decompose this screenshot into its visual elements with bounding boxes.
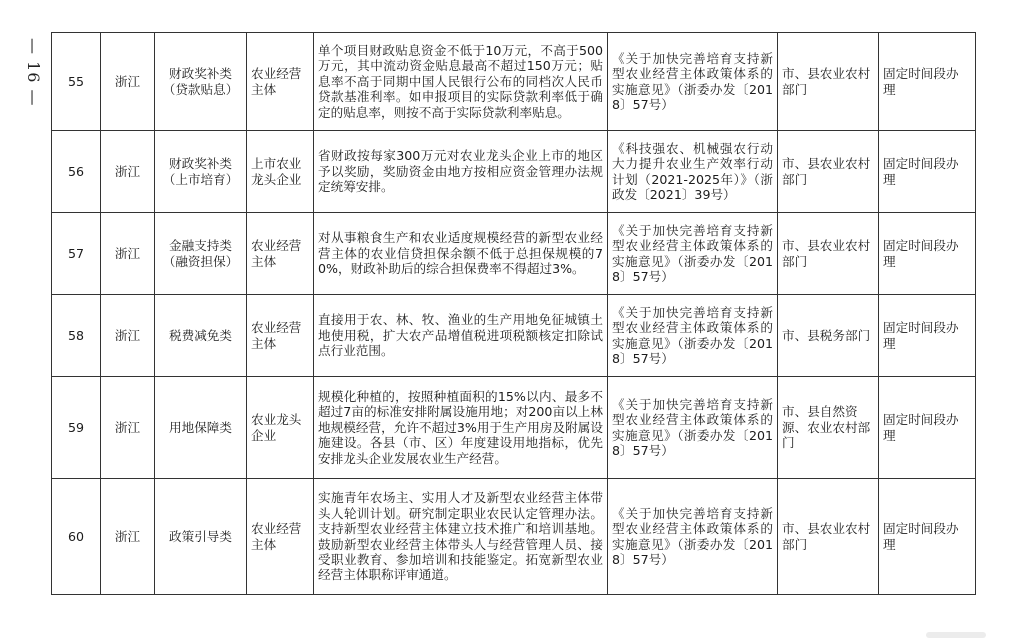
department-cell: 市、县农业农村部门	[778, 479, 879, 595]
table-row	[52, 377, 976, 479]
policy-content-cell: 省财政按每家300万元对农业龙头企业上市的地区予以奖励，奖励资金由地方按相应资金管理办法规定统筹安排。	[314, 131, 608, 213]
policy-type-cell: 用地保障类	[155, 377, 247, 479]
province-cell: 浙江	[101, 131, 155, 213]
handling-time-cell: 固定时间段办理	[879, 131, 976, 213]
handling-time-cell: 固定时间段办理	[879, 479, 976, 595]
policy-type-cell: 金融支持类（融资担保）	[155, 213, 247, 295]
handling-time-cell: 固定时间段办理	[879, 213, 976, 295]
row-number: 57	[52, 213, 101, 295]
policy-table	[51, 32, 976, 595]
policy-content-cell: 实施青年农场主、实用人才及新型农业经营主体带头人轮训计划。研究制定职业农民认定管理办法。支持新型农业经营主体建立技术推广和培训基地。鼓励新型农业经营主体带头人与经营管理人员、接受职业教育、参加培训和技能鉴定。拓宽新型农业经营主体职称评审通道。	[314, 479, 608, 595]
handling-time-cell: 固定时间段办理	[879, 377, 976, 479]
page-number: — 16 —	[24, 38, 43, 107]
handling-time-cell: 固定时间段办理	[879, 33, 976, 131]
target-cell: 农业经营主体	[247, 479, 314, 595]
table-row	[52, 295, 976, 377]
policy-basis-cell: 《关于加快完善培育支持新型农业经营主体政策体系的实施意见》（浙委办发〔2018〕57号）	[608, 479, 778, 595]
target-cell: 农业经营主体	[247, 33, 314, 131]
policy-type-cell: 财政奖补类（贷款贴息）	[155, 33, 247, 131]
department-cell: 市、县农业农村部门	[778, 33, 879, 131]
target-cell: 农业经营主体	[247, 295, 314, 377]
department-cell: 市、县自然资源、农业农村部门	[778, 377, 879, 479]
target-cell: 农业龙头企业	[247, 377, 314, 479]
row-number: 59	[52, 377, 101, 479]
policy-basis-cell: 《关于加快完善培育支持新型农业经营主体政策体系的实施意见》（浙委办发〔2018〕57号）	[608, 377, 778, 479]
policy-basis-cell: 《科技强农、机械强农行动大力提升农业生产效率行动计划（2021-2025年）》（浙政发〔2021〕39号）	[608, 131, 778, 213]
department-cell: 市、县税务部门	[778, 295, 879, 377]
target-cell: 农业经营主体	[247, 213, 314, 295]
policy-content-cell: 直接用于农、林、牧、渔业的生产用地免征城镇土地使用税，扩大农产品增值税进项税额核定扣除试点行业范围。	[314, 295, 608, 377]
policy-content-cell: 规模化种植的，按照种植面积的15%以内、最多不超过7亩的标准安排附属设施用地；对200亩以上林地规模经营，允许不超过3%用于生产用房及附属设施建设。各县（市、区）年度建设用地指标，优先安排龙头企业发展农业生产经营。	[314, 377, 608, 479]
row-number: 55	[52, 33, 101, 131]
policy-basis-cell: 《关于加快完善培育支持新型农业经营主体政策体系的实施意见》（浙委办发〔2018〕57号）	[608, 295, 778, 377]
province-cell: 浙江	[101, 479, 155, 595]
table-row	[52, 131, 976, 213]
policy-content-cell: 单个项目财政贴息资金不低于10万元，不高于500万元，其中流动资金贴息最高不超过150万元；贴息率不高于同期中国人民银行公布的同档次人民币贷款基准利率。如申报项目的实际贷款利率低于确定的贴息率，则按不高于实际贷款利率贴息。	[314, 33, 608, 131]
policy-content-cell: 对从事粮食生产和农业适度规模经营的新型农业经营主体的农业信贷担保余额不低于总担保规模的70%，财政补助后的综合担保费率不得超过3%。	[314, 213, 608, 295]
target-cell: 上市农业龙头企业	[247, 131, 314, 213]
row-number: 60	[52, 479, 101, 595]
table-row	[52, 33, 976, 131]
policy-basis-cell: 《关于加快完善培育支持新型农业经营主体政策体系的实施意见》（浙委办发〔2018〕57号）	[608, 33, 778, 131]
row-number: 56	[52, 131, 101, 213]
department-cell: 市、县农业农村部门	[778, 213, 879, 295]
handling-time-cell: 固定时间段办理	[879, 295, 976, 377]
table-row	[52, 213, 976, 295]
policy-type-cell: 政策引导类	[155, 479, 247, 595]
province-cell: 浙江	[101, 213, 155, 295]
department-cell: 市、县农业农村部门	[778, 131, 879, 213]
policy-type-cell: 税费减免类	[155, 295, 247, 377]
table-row	[52, 479, 976, 595]
province-cell: 浙江	[101, 377, 155, 479]
policy-type-cell: 财政奖补类（上市培育）	[155, 131, 247, 213]
province-cell: 浙江	[101, 33, 155, 131]
policy-basis-cell: 《关于加快完善培育支持新型农业经营主体政策体系的实施意见》（浙委办发〔2018〕57号）	[608, 213, 778, 295]
watermark	[926, 632, 986, 638]
row-number: 58	[52, 295, 101, 377]
province-cell: 浙江	[101, 295, 155, 377]
